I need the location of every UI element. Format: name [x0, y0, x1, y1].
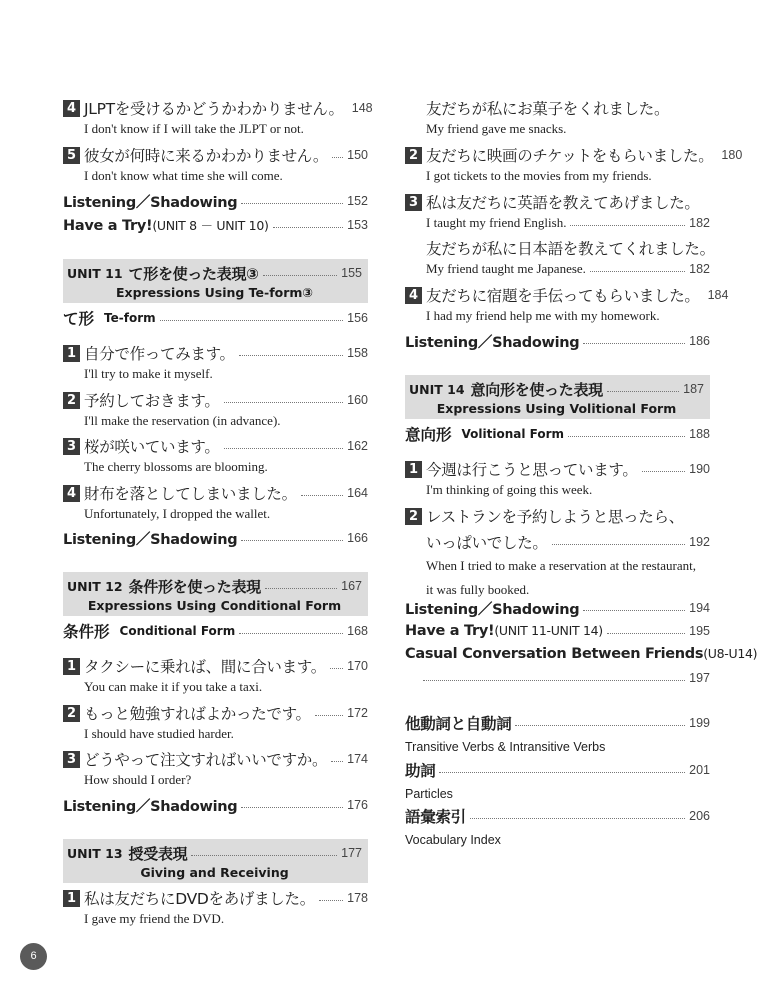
- page-ref: 172: [347, 706, 368, 720]
- form-title-en: Te-form: [104, 311, 156, 325]
- te-form-entry[interactable]: [63, 306, 368, 330]
- page-ref: 162: [347, 439, 368, 453]
- unit-label: UNIT 13: [67, 845, 123, 861]
- leader-dots: [241, 540, 343, 541]
- casual-conversation-entry[interactable]: [405, 643, 758, 689]
- leader-dots: [241, 807, 343, 808]
- unit-label: UNIT 11: [67, 265, 123, 281]
- entry-number-badge: 2: [63, 705, 80, 722]
- entry-5[interactable]: [63, 143, 368, 185]
- unit13-entry-3[interactable]: [405, 190, 710, 232]
- entry-en: My friend gave me snacks.: [426, 121, 567, 136]
- form-title-jp: 意向形: [405, 426, 452, 444]
- entry-title: Listening／Shadowing: [63, 531, 238, 548]
- unit14-entry-2[interactable]: [405, 504, 710, 602]
- unit-title-jp: 授受表現: [128, 844, 188, 863]
- entry-jp: どうやって注文すればいいですか。: [84, 751, 328, 769]
- have-a-try-entry[interactable]: [405, 620, 710, 642]
- entry-jp: タクシーに乗れば、間に合います。: [84, 658, 326, 676]
- entry-number-badge: 3: [63, 751, 80, 768]
- unit11-entry-1[interactable]: [63, 341, 368, 383]
- unit-title-en: Giving and Receiving: [140, 865, 289, 880]
- leader-dots: [470, 818, 685, 819]
- unit12-entry-3[interactable]: [63, 747, 368, 789]
- page-ref: 178: [347, 891, 368, 905]
- leader-dots: [590, 271, 685, 272]
- leader-dots: [642, 471, 686, 472]
- entry-jp: 友だちに宿題を手伝ってもらいました。: [426, 287, 700, 305]
- leader-dots: [263, 275, 338, 276]
- leader-dots: [607, 633, 685, 634]
- leader-dots: [273, 227, 344, 228]
- page-ref: 158: [347, 346, 368, 360]
- page-ref: 206: [689, 809, 710, 823]
- entry-jp: もっと勉強すればよかったです。: [84, 705, 311, 723]
- page-ref: 186: [689, 334, 710, 348]
- unit-label: UNIT 14: [409, 381, 465, 397]
- page-ref: 182: [689, 216, 710, 230]
- page-ref: 187: [683, 382, 704, 396]
- entry-en: When I tried to make a reservation at the restaurant,: [426, 558, 696, 573]
- entry-en: The cherry blossoms are blooming.: [84, 459, 268, 474]
- leader-dots: [552, 544, 686, 545]
- page-ref: 182: [689, 262, 710, 276]
- entry-jp-continued: いっぱいでした。: [426, 534, 548, 552]
- entry-en: I don't know if I will take the JLPT or not.: [84, 121, 304, 136]
- entry-en: I taught my friend English.: [426, 215, 567, 230]
- entry-jp: JLPTを受けるかどうかわかりません。: [84, 100, 344, 118]
- entry-en: Vocabulary Index: [405, 833, 501, 847]
- leader-dots: [330, 668, 343, 669]
- entry-title: Listening／Shadowing: [405, 601, 580, 618]
- leader-dots: [239, 633, 343, 634]
- entry-en: I'm thinking of going this week.: [426, 482, 593, 497]
- unit-11-header[interactable]: [63, 259, 368, 303]
- unit13-entry-1b[interactable]: [405, 96, 710, 138]
- entry-title-jp: 語彙索引: [405, 808, 466, 826]
- page-ref: 150: [347, 148, 368, 162]
- entry-range: (UNIT 11-UNIT 14): [494, 623, 603, 638]
- form-title-en: Volitional Form: [461, 427, 565, 441]
- entry-number-badge: 1: [63, 658, 80, 675]
- entry-number-badge: 4: [405, 287, 422, 304]
- leader-dots: [570, 225, 685, 226]
- entry-title: Have a Try!: [63, 218, 153, 234]
- entry-number-badge: 2: [405, 508, 422, 525]
- unit11-entry-3[interactable]: [63, 434, 368, 476]
- entry-number-badge: 1: [405, 461, 422, 478]
- entry-number-badge: 2: [405, 147, 422, 164]
- page-ref: 166: [347, 531, 368, 545]
- leader-dots: [319, 900, 343, 901]
- unit13-entry-2[interactable]: [405, 143, 743, 185]
- entry-jp: 財布を落としてしまいました。: [84, 485, 297, 503]
- entry-title: Listening／Shadowing: [63, 194, 238, 211]
- page-ref: 155: [341, 266, 362, 280]
- unit13-entry-1[interactable]: [63, 886, 368, 928]
- page-ref: 192: [689, 535, 710, 549]
- page-ref: 153: [347, 218, 368, 232]
- page-ref: 199: [689, 716, 710, 730]
- entry-jp: 友だちに映画のチケットをもらいました。: [426, 147, 714, 165]
- page-ref: 176: [347, 798, 368, 812]
- leader-dots: [241, 203, 343, 204]
- unit-12-header[interactable]: [63, 572, 368, 616]
- leader-dots: [301, 495, 343, 496]
- leader-dots: [191, 855, 337, 856]
- verbs-entry[interactable]: [405, 712, 710, 754]
- unit-14-header[interactable]: [405, 375, 710, 419]
- leader-dots: [224, 448, 344, 449]
- entry-4[interactable]: [63, 96, 373, 138]
- leader-dots: [332, 157, 343, 158]
- entry-title: Have a Try!: [405, 623, 495, 639]
- entry-en: I had my friend help me with my homework.: [426, 308, 660, 323]
- unit-title-en: Expressions Using Te-form③: [115, 285, 314, 300]
- page-ref: 148: [351, 101, 373, 115]
- page-ref: 180: [721, 148, 743, 162]
- form-title-jp: 条件形: [63, 623, 110, 641]
- unit13-entry-3b[interactable]: [405, 236, 715, 278]
- entry-jp: レストランを予約しようと思ったら、: [426, 508, 684, 526]
- entry-number-badge: 2: [63, 392, 80, 409]
- entry-en: I got tickets to the movies from my friends.: [426, 168, 652, 183]
- leader-dots: [265, 588, 337, 589]
- form-title-en: Conditional Form: [119, 624, 236, 638]
- entry-jp: 今週は行こうと思っています。: [426, 461, 638, 479]
- leader-dots: [439, 772, 685, 773]
- unit11-entry-2[interactable]: [63, 388, 368, 430]
- entry-en: I'll try to make it myself.: [84, 366, 213, 381]
- entry-en: I gave my friend the DVD.: [84, 911, 225, 926]
- entry-number-badge: 3: [63, 438, 80, 455]
- page-ref: 188: [689, 427, 710, 441]
- entry-jp: 友だちが私にお菓子をくれました。: [426, 100, 670, 118]
- entry-title-jp: 助詞: [405, 762, 436, 780]
- page-ref: 174: [347, 752, 368, 766]
- leader-dots: [315, 715, 343, 716]
- page-ref: 190: [689, 462, 710, 476]
- listening-shadowing-entry[interactable]: [63, 527, 368, 549]
- entry-jp: 予約しておきます。: [84, 392, 220, 410]
- leader-dots: [583, 343, 685, 344]
- unit-title-jp: 条件形を使った表現: [128, 577, 261, 596]
- entry-number-badge: 5: [63, 147, 80, 164]
- entry-title: Listening／Shadowing: [405, 334, 580, 351]
- entry-title: Casual Conversation Between Friends: [405, 646, 704, 662]
- entry-en: My friend taught me Japanese.: [426, 261, 586, 276]
- conditional-form-entry[interactable]: [63, 619, 368, 643]
- leader-dots: [224, 402, 344, 403]
- page-ref: 197: [689, 671, 710, 685]
- leader-dots: [331, 761, 343, 762]
- entry-jp: 自分で作ってみます。: [84, 345, 235, 363]
- unit12-entry-2[interactable]: [63, 701, 368, 743]
- unit14-entry-1[interactable]: [405, 457, 710, 499]
- particles-entry[interactable]: [405, 759, 710, 801]
- unit11-entry-4[interactable]: [63, 481, 368, 523]
- unit-13-header[interactable]: [63, 839, 368, 883]
- entry-en: Particles: [405, 787, 453, 801]
- leader-dots: [568, 436, 685, 437]
- page-ref: 152: [347, 194, 368, 208]
- page-ref: 156: [347, 311, 368, 325]
- entry-jp: 彼女が何時に来るかわかりません。: [84, 147, 329, 165]
- entry-en: You can make it if you take a taxi.: [84, 679, 263, 694]
- page-ref: 194: [689, 601, 710, 615]
- unit-title-jp: て形を使った表現③: [128, 264, 259, 283]
- volitional-form-entry[interactable]: [405, 422, 710, 446]
- entry-en: I don't know what time she will come.: [84, 168, 283, 183]
- leader-dots: [515, 725, 685, 726]
- entry-number-badge: 4: [63, 100, 80, 117]
- have-a-try-entry[interactable]: [63, 214, 368, 236]
- unit13-entry-4[interactable]: [405, 283, 729, 325]
- entry-en: I should have studied harder.: [84, 726, 234, 741]
- entry-number-badge: 1: [63, 890, 80, 907]
- listening-shadowing-entry[interactable]: [405, 597, 710, 619]
- leader-dots: [239, 355, 343, 356]
- unit-title-en: Expressions Using Conditional Form: [87, 598, 342, 613]
- unit-title-jp: 意向形を使った表現: [470, 380, 603, 399]
- listening-shadowing-entry[interactable]: [405, 330, 710, 352]
- unit-title-en: Expressions Using Volitional Form: [436, 401, 677, 416]
- page-ref: 184: [707, 288, 729, 302]
- unit-label: UNIT 12: [67, 578, 123, 594]
- vocabulary-index-entry[interactable]: [405, 805, 710, 847]
- entry-jp: 私は友だちに英語を教えてあげました。: [426, 194, 700, 212]
- page-ref: 164: [347, 486, 368, 500]
- listening-shadowing-entry[interactable]: [63, 794, 368, 816]
- entry-en-continued: it was fully booked.: [426, 582, 530, 597]
- entry-en: How should I order?: [84, 772, 192, 787]
- listening-shadowing-entry[interactable]: [63, 190, 368, 212]
- page-ref: 168: [347, 624, 368, 638]
- entry-en: Transitive Verbs & Intransitive Verbs: [405, 740, 606, 754]
- entry-number-badge: 3: [405, 194, 422, 211]
- entry-title: Listening／Shadowing: [63, 798, 238, 815]
- entry-en: Unfortunately, I dropped the wallet.: [84, 506, 271, 521]
- page-number: 6: [20, 943, 47, 970]
- page-ref: 177: [341, 846, 362, 860]
- unit12-entry-1[interactable]: [63, 654, 368, 696]
- entry-range: (UNIT 8 － UNIT 10): [152, 218, 269, 233]
- page-ref: 167: [341, 579, 362, 593]
- entry-title-jp: 他動詞と自動詞: [405, 715, 512, 733]
- leader-dots: [160, 320, 344, 321]
- entry-jp: 友だちが私に日本語を教えてくれました。: [426, 240, 715, 258]
- leader-dots: [607, 391, 679, 392]
- page-ref: 170: [347, 659, 368, 673]
- page-ref: 201: [689, 763, 710, 777]
- entry-number-badge: 4: [63, 485, 80, 502]
- entry-jp: 桜が咲いています。: [84, 438, 220, 456]
- entry-en: I'll make the reservation (in advance).: [84, 413, 281, 428]
- page-ref: 195: [689, 624, 710, 638]
- leader-dots: [583, 610, 685, 611]
- page-ref: 160: [347, 393, 368, 407]
- leader-dots: [423, 680, 685, 681]
- entry-range: (U8-U14): [703, 646, 758, 661]
- form-title-jp: て形: [63, 310, 95, 328]
- entry-jp: 私は友だちにDVDをあげました。: [84, 890, 315, 908]
- entry-number-badge: 1: [63, 345, 80, 362]
